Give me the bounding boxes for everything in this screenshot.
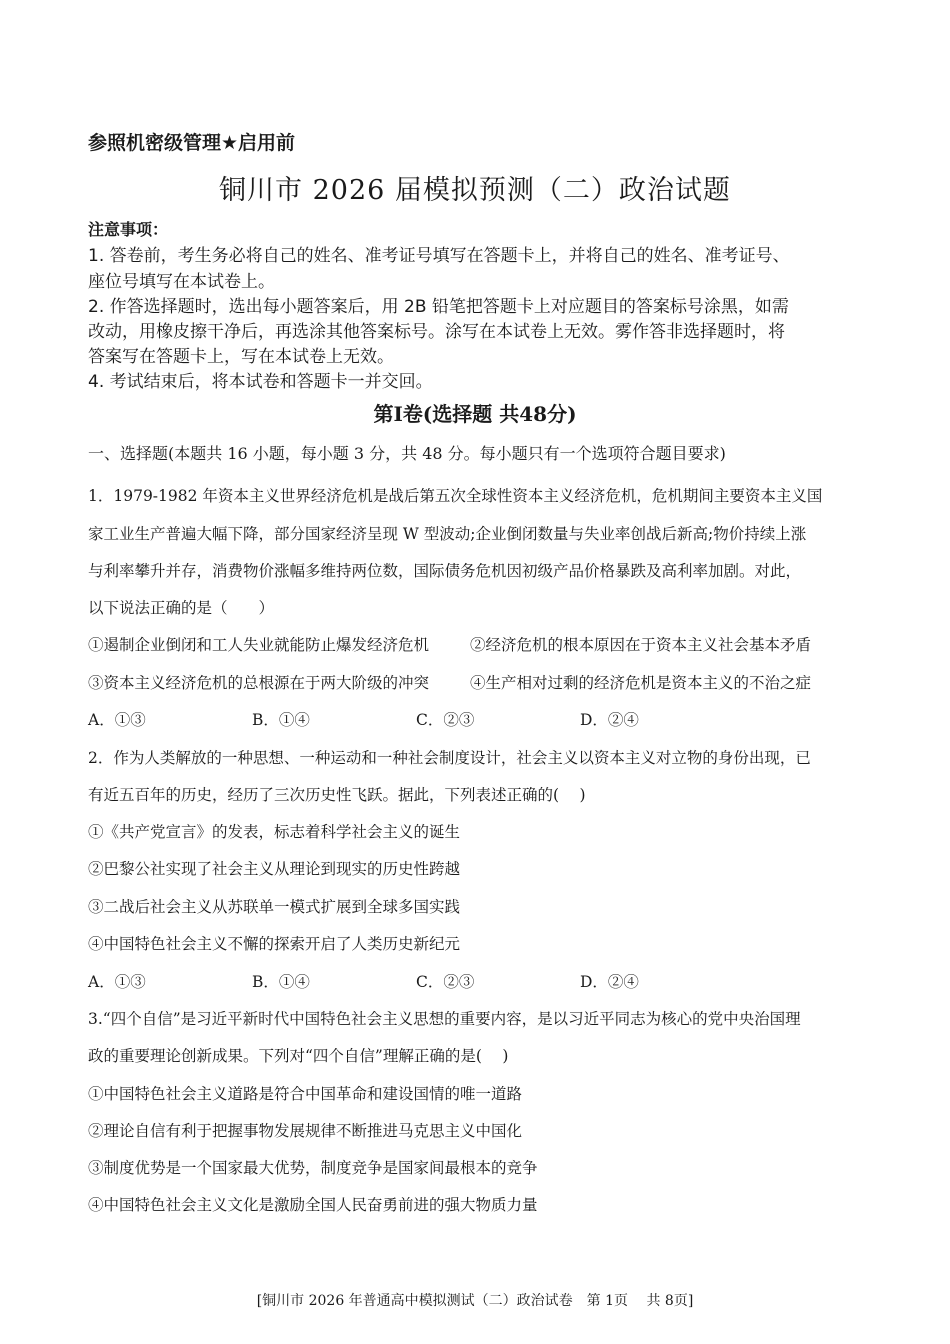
page-footer: [铜川市 2026 年普通高中模拟测试（二）政治试卷 第 1页 共 8页]	[256, 1293, 694, 1309]
confidentiality-label: 参照机密级管理★启用前	[88, 132, 296, 154]
notice-line: 1. 答卷前，考生务必将自己的姓名、准考证号填写在答题卡上，并将自己的姓名、准考证号、	[88, 246, 790, 266]
option-d: D．②④	[580, 711, 639, 729]
question-stem-line: 政的重要理论创新成果。下列对“四个自信”理解正确的是( )	[88, 1047, 509, 1065]
notice-line: 座位号填写在本试卷上。	[88, 272, 275, 292]
question-stem-line: 与利率攀升并存，消费物价涨幅多维持两位数，国际债务危机因初级产品价格暴跌及高利率加剧。对此，	[88, 562, 802, 580]
part-heading: 一、选择题(本题共 16 小题，每小题 3 分，共 48 分。每小题只有一个选项符合题目要求)	[88, 444, 726, 463]
notice-line: 4. 考试结束后，将本试卷和答题卡一并交回。	[88, 372, 433, 392]
notice-heading: 注意事项：	[88, 220, 169, 239]
option-c: C．②③	[416, 973, 475, 991]
option-b: B．①④	[252, 973, 310, 991]
question-stem-line: 有近五百年的历史，经历了三次历史性飞跃。据此，下列表述正确的( )	[88, 786, 586, 804]
statement: ①遏制企业倒闭和工人失业就能防止爆发经济危机	[88, 636, 430, 654]
exam-title: 铜川市 2026 届模拟预测（二）政治试题	[219, 175, 731, 206]
section-title: 第Ⅰ卷(选择题 共48分)	[373, 402, 577, 426]
statement: ④生产相对过剩的经济危机是资本主义的不治之症	[470, 674, 812, 692]
question-stem-line: 以下说法正确的是（ ）	[88, 599, 275, 617]
statement: ④中国特色社会主义不懈的探索开启了人类历史新纪元	[88, 935, 461, 953]
statement: ③制度优势是一个国家最大优势，制度竞争是国家间最根本的竞争	[88, 1159, 538, 1177]
option-c: C．②③	[416, 711, 475, 729]
statement: ④中国特色社会主义文化是激励全国人民奋勇前进的强大物质力量	[88, 1196, 538, 1214]
statement: ③二战后社会主义从苏联单一模式扩展到全球多国实践	[88, 898, 461, 916]
question-stem-line: 2．作为人类解放的一种思想、一种运动和一种社会制度设计，社会主义以资本主义对立物的身份出现，已	[88, 749, 811, 767]
option-a: A．①③	[88, 973, 146, 991]
option-d: D．②④	[580, 973, 639, 991]
statement: ①《共产党宣言》的发表，标志着科学社会主义的诞生	[88, 823, 461, 841]
statement: ②理论自信有利于把握事物发展规律不断推进马克思主义中国化	[88, 1122, 523, 1140]
notice-line: 改动，用橡皮擦干净后，再选涂其他答案标号。涂写在本试卷上无效。雾作答非选择题时，将	[88, 322, 785, 342]
statement: ②巴黎公社实现了社会主义从理论到现实的历史性跨越	[88, 860, 461, 878]
statement: ①中国特色社会主义道路是符合中国革命和建设国情的唯一道路	[88, 1085, 523, 1103]
notice-line: 答案写在答题卡上，写在本试卷上无效。	[88, 347, 394, 367]
question-stem-line: 1．1979-1982 年资本主义世界经济危机是战后第五次全球性资本主义经济危机，危机期间主要资本主义国	[88, 487, 823, 505]
option-a: A．①③	[88, 711, 146, 729]
option-b: B．①④	[252, 711, 310, 729]
statement: ③资本主义经济危机的总根源在于两大阶级的冲突	[88, 674, 430, 692]
question-stem-line: 3.“四个自信”是习近平新时代中国特色社会主义思想的重要内容，是以习近平同志为核心的党中央治国理	[88, 1010, 801, 1028]
question-stem-line: 家工业生产普遍大幅下降，部分国家经济呈现 W 型波动;企业倒闭数量与失业率创战后新高;物价持续上涨	[88, 525, 807, 543]
notice-line: 2. 作答选择题时，选出每小题答案后，用 2B 铅笔把答题卡上对应题目的答案标号涂黑，如需	[88, 297, 789, 317]
statement: ②经济危机的根本原因在于资本主义社会基本矛盾	[470, 636, 812, 654]
